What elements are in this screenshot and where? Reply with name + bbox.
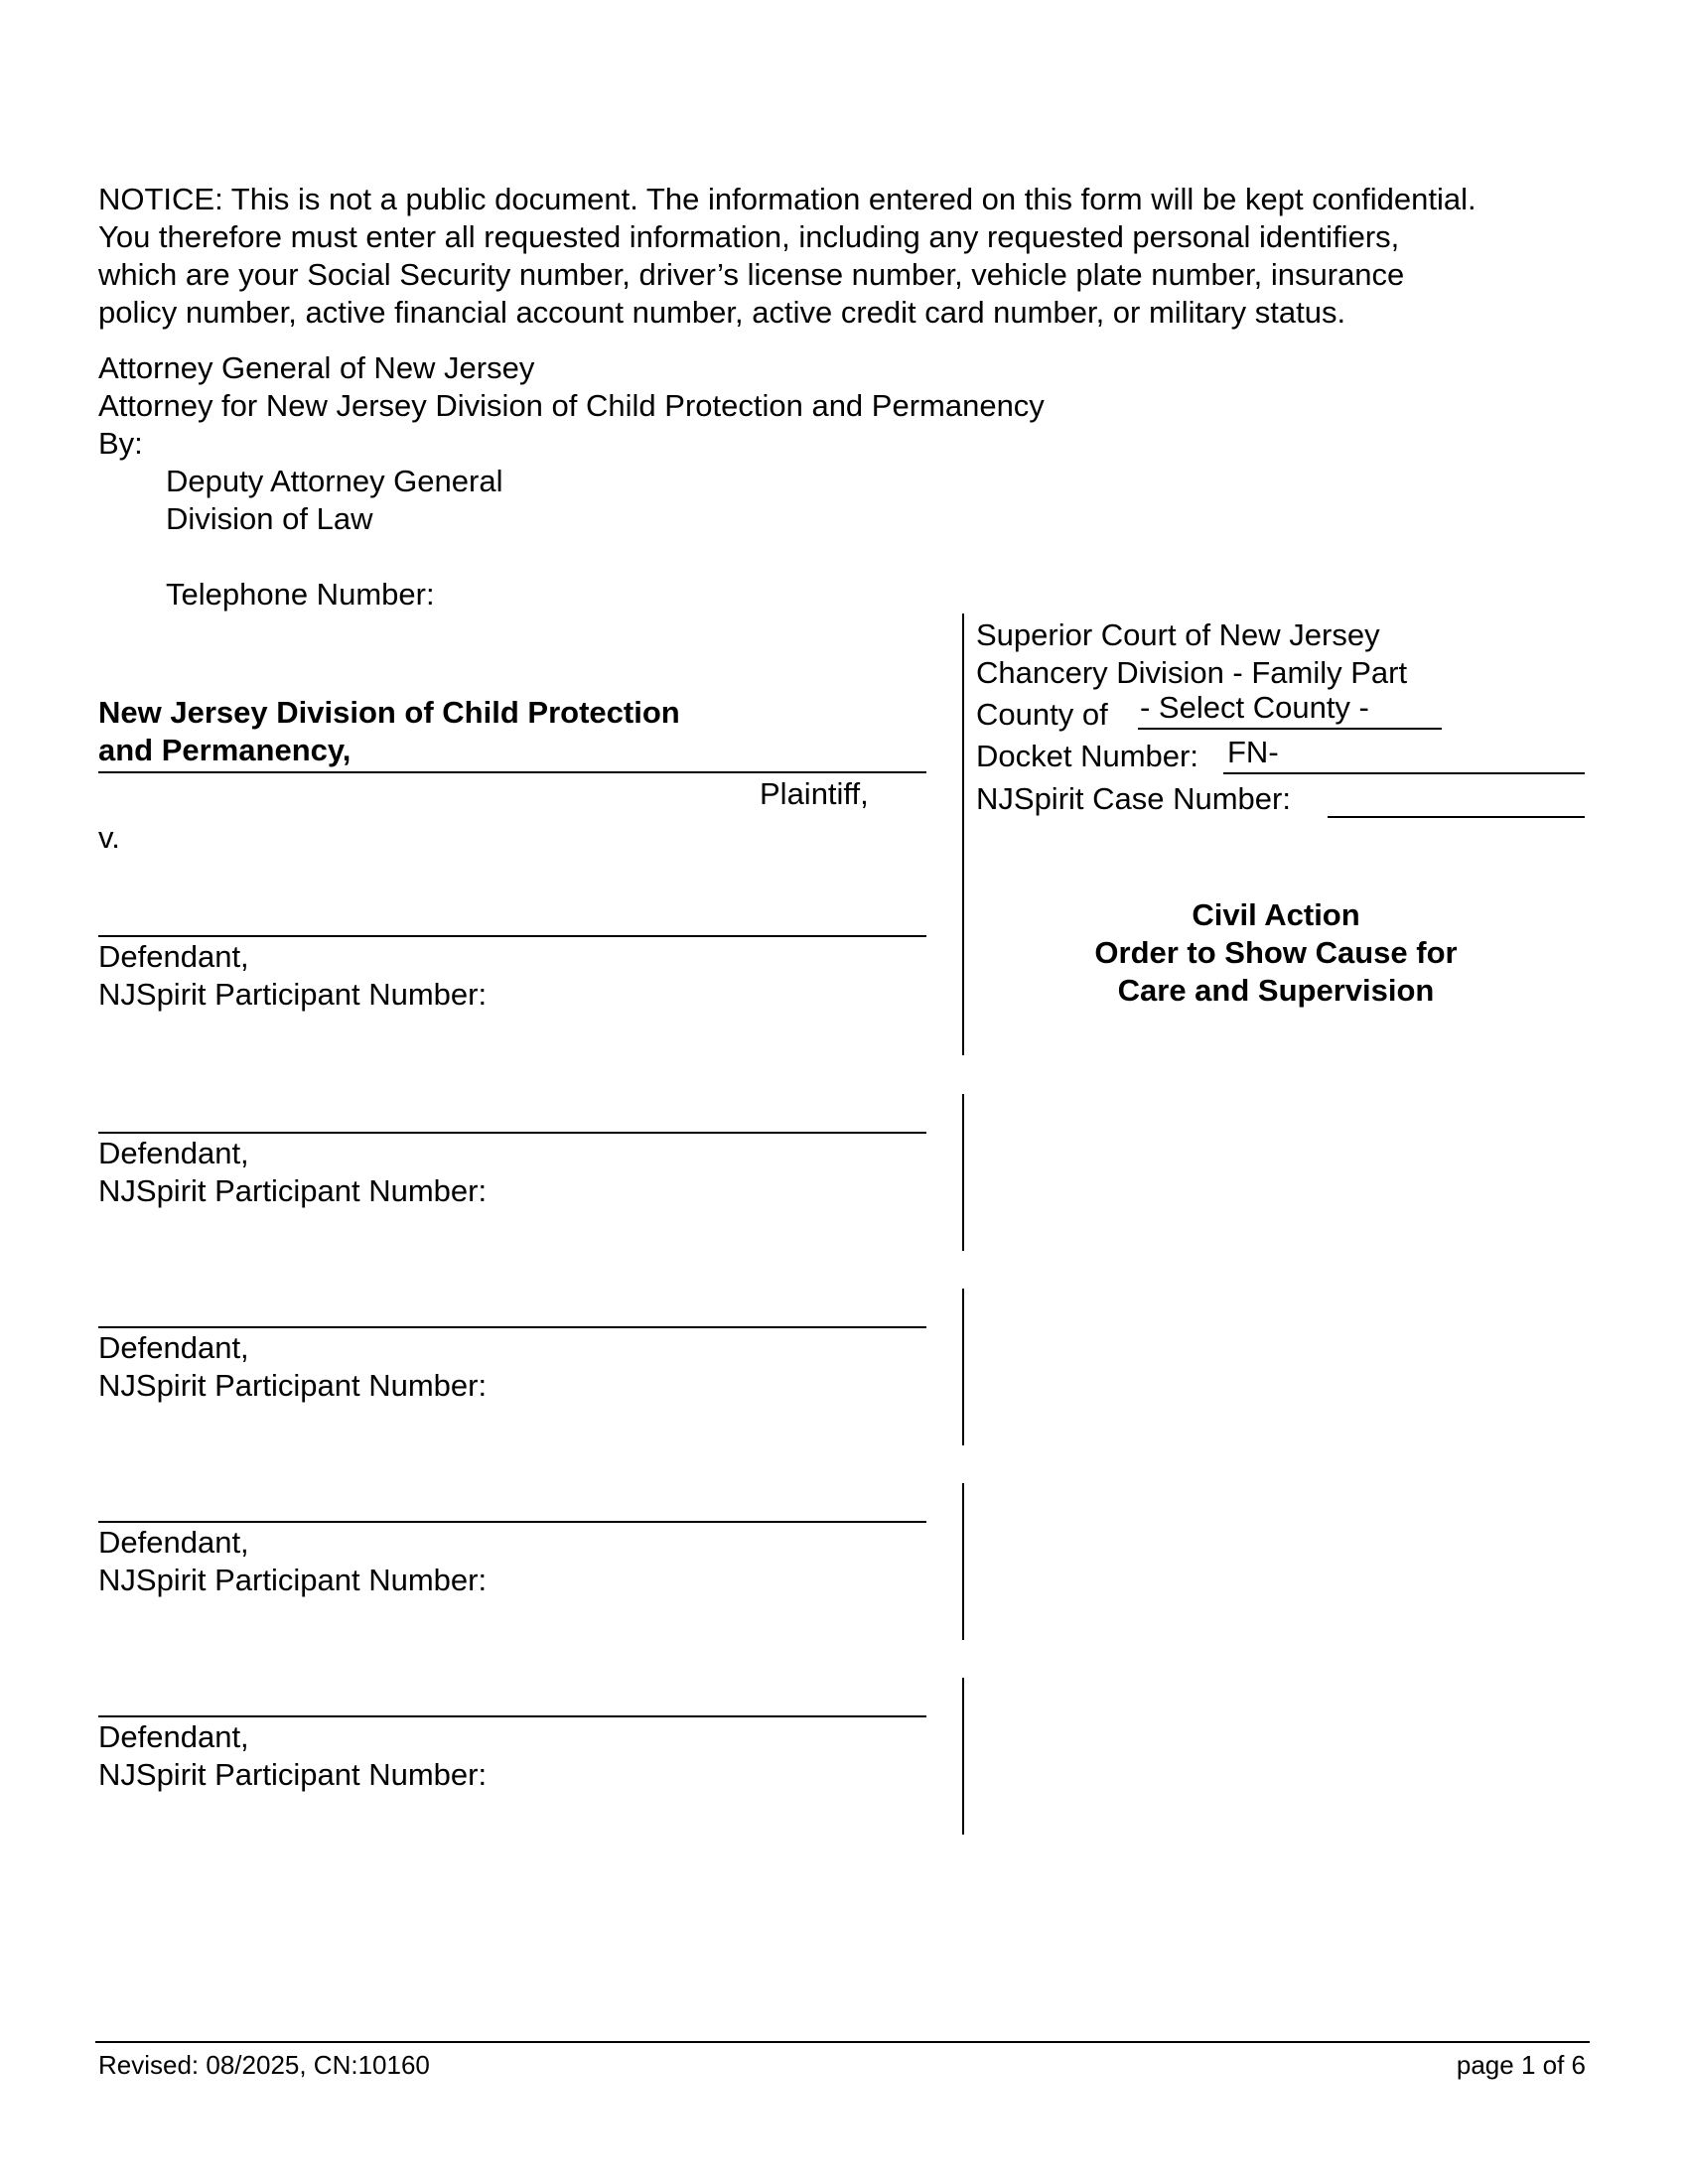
by-label: By: (98, 426, 143, 461)
plaintiff-divider (98, 771, 926, 773)
defendant-2-role: Defendant, (98, 1136, 249, 1170)
case-number-field[interactable] (1328, 778, 1585, 818)
defendant-3-role: Defendant, (98, 1330, 249, 1365)
versus-label: v. (98, 820, 120, 855)
court-division: Chancery Division - Family Part (976, 655, 1408, 690)
caption-separator-3 (962, 1289, 964, 1445)
defendant-3-name-field[interactable] (98, 1289, 926, 1328)
title-order-to-show-cause: Order to Show Cause for (1094, 935, 1458, 970)
defendant-4-participant-label: NJSpirit Participant Number: (98, 1563, 488, 1597)
defendant-2-participant-label: NJSpirit Participant Number: (98, 1173, 488, 1208)
defendant-5-name-field[interactable] (98, 1678, 926, 1717)
defendant-1-name-field[interactable] (98, 897, 926, 937)
notice-line-4: policy number, active financial account number, active credit card number, or military status. (98, 295, 1346, 330)
defendant-5-role: Defendant, (98, 1719, 249, 1754)
notice-line-3: which are your Social Security number, driver’s license number, vehicle plate number, insurance (98, 257, 1405, 292)
title-civil-action: Civil Action (1192, 897, 1360, 932)
plaintiff-role: Plaintiff, (760, 776, 869, 811)
attorney-for: Attorney for New Jersey Division of Child Protection and Permanency (98, 388, 1045, 423)
defendant-5-participant-label: NJSpirit Participant Number: (98, 1757, 488, 1792)
docket-label: Docket Number: (976, 739, 1198, 773)
caption-separator-4 (962, 1483, 964, 1640)
defendant-4-name-field[interactable] (98, 1483, 926, 1523)
caption-separator-1 (962, 614, 964, 1055)
telephone-label: Telephone Number: (166, 577, 435, 612)
division-of-law: Division of Law (166, 501, 373, 536)
defendant-4-role: Defendant, (98, 1525, 249, 1560)
footer-rule (95, 2041, 1590, 2043)
defendant-1-role: Defendant, (98, 939, 249, 974)
plaintiff-name-line-1: New Jersey Division of Child Protection (98, 695, 680, 730)
attorney-general: Attorney General of New Jersey (98, 350, 535, 385)
plaintiff-name-line-2: and Permanency, (98, 733, 352, 767)
defendant-3-participant-label: NJSpirit Participant Number: (98, 1368, 488, 1403)
court-name: Superior Court of New Jersey (976, 617, 1380, 652)
docket-number-value: FN- (1227, 735, 1279, 769)
county-select-value: - Select County - (1140, 690, 1369, 725)
defendant-1-participant-label: NJSpirit Participant Number: (98, 977, 488, 1012)
footer-page-number: page 1 of 6 (1456, 2050, 1586, 2080)
defendant-2-name-field[interactable] (98, 1094, 926, 1134)
caption-separator-5 (962, 1678, 964, 1835)
footer-revised: Revised: 08/2025, CN:10160 (98, 2050, 430, 2080)
caption-separator-2 (962, 1094, 964, 1251)
title-care-and-supervision: Care and Supervision (1117, 973, 1435, 1008)
county-label: County of (976, 697, 1108, 732)
notice-line-2: You therefore must enter all requested information, including any requested personal identifiers, (98, 219, 1400, 254)
docket-number-field[interactable] (1223, 735, 1585, 774)
notice-line-1: NOTICE: This is not a public document. The information entered on this form will be kept confidential. (98, 182, 1477, 216)
case-number-label: NJSpirit Case Number: (976, 781, 1291, 816)
deputy-attorney-general: Deputy Attorney General (166, 464, 503, 498)
county-select[interactable] (1138, 690, 1442, 730)
